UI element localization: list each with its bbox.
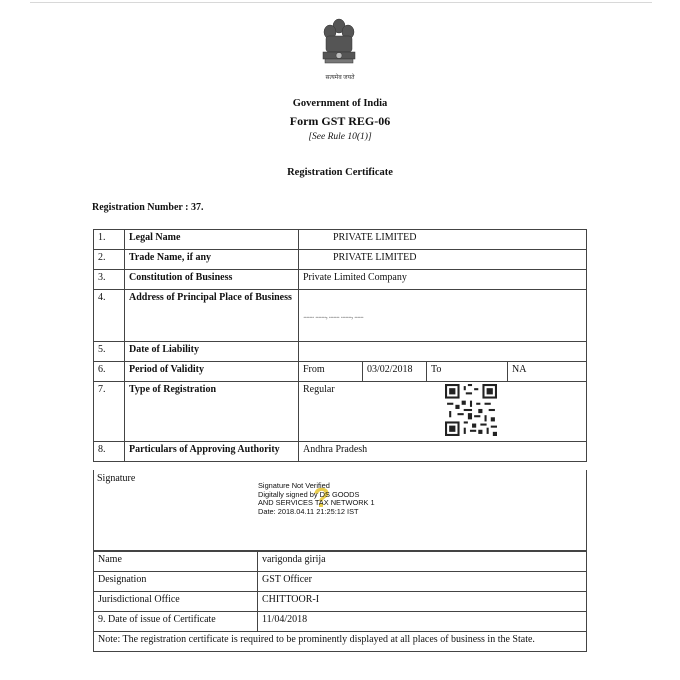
emblem-motto: सत्यमेव जयते	[325, 75, 355, 81]
registration-number: Registration Number : 37.	[92, 202, 204, 213]
table-row	[94, 362, 587, 382]
qr-code-icon	[445, 384, 497, 436]
address-value	[299, 290, 587, 342]
signature-date: Date: 2018.04.11 21:25:12 IST	[258, 506, 359, 516]
row-label: Date of Liability	[125, 342, 299, 362]
table-row	[94, 572, 587, 592]
registration-type-cell	[299, 382, 587, 442]
table-row	[94, 612, 587, 632]
signature-signer: Digitally signed by DS GOODS	[258, 489, 360, 499]
row-number: 8.	[94, 442, 125, 462]
validity-to-label: To	[427, 362, 508, 382]
issue-date: 11/04/2018	[258, 612, 587, 632]
table-row	[94, 342, 587, 362]
table-row	[94, 442, 587, 462]
row-value: PRIVATE LIMITED	[333, 232, 417, 243]
table-row	[94, 270, 587, 290]
issue-date-label: 9. Date of issue of Certificate	[94, 612, 258, 632]
ashoka-emblem-icon	[316, 12, 362, 82]
row-number: 6.	[94, 362, 125, 382]
table-row	[94, 552, 587, 572]
row-label: Constitution of Business	[125, 270, 299, 290]
row-label: Trade Name, if any	[125, 250, 299, 270]
validity-to-date: NA	[508, 362, 587, 382]
signature-signer-cont: AND SERVICES TAX NETWORK 1	[258, 498, 375, 508]
row-label: Legal Name	[125, 230, 299, 250]
signature-block	[93, 470, 587, 551]
validity-from-date: 03/02/2018	[363, 362, 427, 382]
signature-label: Signature	[97, 473, 136, 484]
signature-status: Signature Not Verified	[258, 481, 330, 490]
row-number: 1.	[94, 230, 125, 250]
row-number: 7.	[94, 382, 125, 442]
row-value: Regular	[303, 384, 335, 395]
form-title: Form GST REG-06	[289, 114, 391, 128]
officer-name: varigonda girija	[258, 552, 587, 572]
jurisdictional-office: CHITTOOR-I	[258, 592, 587, 612]
table-row	[94, 250, 587, 270]
officer-details-table	[93, 551, 587, 652]
row-number: 4.	[94, 290, 125, 342]
table-row	[94, 230, 587, 250]
row-value	[299, 342, 587, 362]
top-rule	[30, 2, 652, 3]
table-row	[94, 632, 587, 652]
validity-from-label: From	[299, 362, 363, 382]
government-heading: Government of India	[292, 98, 388, 109]
row-number: 2.	[94, 250, 125, 270]
row-label: Particulars of Approving Authority	[125, 442, 299, 462]
registration-details-table	[93, 229, 587, 462]
display-note: Note: The registration certificate is required to be prominently displayed at all places of business in the State.	[94, 632, 587, 652]
table-row	[94, 592, 587, 612]
table-row	[94, 290, 587, 342]
row-value: Andhra Pradesh	[299, 442, 587, 462]
trade-name-value	[299, 250, 587, 270]
officer-designation: GST Officer	[258, 572, 587, 592]
row-value: PRIVATE LIMITED	[333, 252, 417, 263]
designation-label: Designation	[94, 572, 258, 592]
certificate-title: Registration Certificate	[287, 167, 393, 178]
digital-signature-text	[258, 482, 375, 516]
row-value: Private Limited Company	[299, 270, 587, 290]
redacted-address: ....... ......., ....... ......., ......	[303, 309, 363, 321]
table-row	[94, 382, 587, 442]
signature-status-icon: ?	[313, 482, 331, 513]
legal-name-value	[299, 230, 587, 250]
name-label: Name	[94, 552, 258, 572]
row-number: 3.	[94, 270, 125, 290]
office-label: Jurisdictional Office	[94, 592, 258, 612]
rule-reference: [See Rule 10(1)]	[308, 132, 372, 142]
row-label: Period of Validity	[125, 362, 299, 382]
row-number: 5.	[94, 342, 125, 362]
row-label: Type of Registration	[125, 382, 299, 442]
row-label: Address of Principal Place of Business	[125, 290, 299, 342]
